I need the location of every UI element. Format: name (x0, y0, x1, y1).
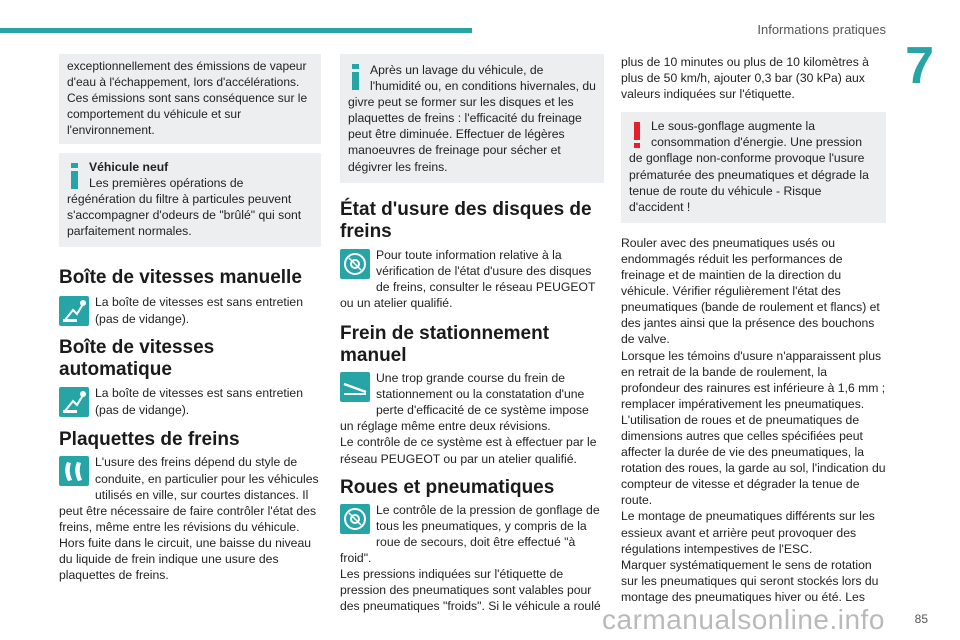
emission-text: exceptionnellement des émissions de vapeur d'eau à l'échappement, lors d'accélérations. Ces émissions sont sans conséquence sur le comportement du véhicule et sur l'environnement. (67, 59, 308, 137)
parking-brake-text: Une trop grande course du frein de stationnement ou la constatation d'une perte d'efficacité de ce système impose un réglage même entre deux révisions. (340, 371, 589, 434)
section-title: Informations pratiques (757, 22, 886, 37)
brake-pads-para (59, 454, 321, 583)
wash-info-text: l'humidité ou, en conditions hivernales, du givre peut se former sur les disques et les plaquettes de freins : l'efficacité du freinage peut être diminuée. Effectuer de légères manoeuvres de freinage pour sécher et dégivrer les freins. (348, 79, 596, 174)
wheel-icon (340, 504, 370, 534)
tyre-para-3: L'utilisation de roues et de pneumatiques de dimensions autres que celles spécifiées peut affecter la durée de vie des pneumatiques, la rotation des roues, la garde au sol, l'indication du compteur de vitesse et dégrader la tenue de route. (621, 412, 886, 508)
brake-pads-heading: Plaquettes de freins (59, 429, 240, 451)
brake-discs-heading: État d'usure des disques de freins (340, 198, 592, 242)
tyre-para-2: Lorsque les témoins d'usure n'apparaissent plus en retrait de la bande de roulement, la profondeur des rainures est inférieure à 1,6 mm ; remplacer impérativement les pneumatiques. (621, 348, 886, 411)
column-2 (340, 54, 604, 614)
chapter-number: 7 (905, 37, 934, 95)
column-3 (621, 54, 886, 605)
column-1 (59, 54, 321, 583)
brake-discs-para (340, 247, 604, 311)
manual-gearbox-para (59, 294, 321, 328)
brake-pad-icon (59, 456, 89, 486)
brake-pads-text: L'usure des freins dépend du style de conduite, en particulier pour les véhicules utilisés en ville, sur courtes distances. Il peut être nécessaire de faire contrôler l'état des freins, même entre les révisions du véhicule. (59, 455, 319, 534)
warning-lead: Le sous-gonflage augmente la (651, 119, 815, 134)
tyre-para-1: Rouler avec des pneumatiques usés ou endommagés réduit les performances de freinage et de maintien de la direction du véhicule. Vérifier régulièrement l'état des pneumatiques (bande de roulement et flancs) et des jantes ainsi que la présence des bouchons de valve. (621, 235, 880, 347)
manual-gearbox-heading: Boîte de vitesses manuelle (59, 267, 302, 289)
emission-note (59, 54, 321, 144)
gearbox-icon (59, 296, 89, 326)
wash-info-lead: Après un lavage du véhicule, de (370, 63, 544, 77)
warning-icon (627, 120, 647, 150)
tyre-para-4: Le montage de pneumatiques différents sur les essieux avant et arrière peut provoquer des régulations intempestives de l'ESC. (621, 509, 875, 556)
tyre-para-5: Marquer systématiquement le sens de rotation sur les pneumatiques qui seront stockés lors du montage des pneumatiques hiver ou été. Les (621, 557, 879, 604)
warning-text: consommation d'énergie. Une pression de gonflage non-conforme provoque l'usure prématurée des pneumatiques et dégrade la tenue de route du véhicule - Risque d'accident ! (629, 135, 869, 214)
info-lead: Les premières opérations de (89, 176, 244, 191)
wash-info (340, 54, 604, 183)
tyres-text: Le contrôle de la pression de gonflage de tous les pneumatiques, y compris de la roue de secours, doit être effectué "à froid". (340, 502, 600, 565)
parking-brake-para (340, 370, 604, 467)
parking-brake-icon (340, 372, 370, 402)
gearbox-icon (59, 387, 89, 417)
new-vehicle-info (59, 153, 321, 247)
tyres-text-2: Les pressions indiquées sur l'étiquette de pression des pneumatiques sont valables pour des pneumatiques "froids". Si le véhicule a roulé (340, 566, 601, 614)
parking-brake-heading: Frein de stationnement manuel (340, 323, 550, 367)
info-title: Véhicule neuf (89, 160, 169, 174)
auto-gearbox-heading: Boîte de vitesses automatique (59, 337, 215, 381)
brake-disc-icon (340, 249, 370, 279)
header-bar (0, 28, 472, 33)
watermark: carmanualsonline.info (602, 604, 885, 635)
info-icon (346, 62, 366, 92)
pressure-intro: plus de 10 minutes ou plus de 10 kilomètres à plus de 50 km/h, ajouter 0,3 bar (30 kPa) aux valeurs indiquées sur l'étiquette. (621, 55, 869, 102)
page-number: 85 (914, 612, 928, 626)
info-text: régénération du filtre à particules peuvent s'accompagner d'odeurs de "brûlé" qui sont parfaitement normales. (67, 192, 302, 239)
auto-gearbox-para (59, 385, 321, 419)
tyres-heading: Roues et pneumatiques (340, 476, 555, 498)
brake-discs-text: Pour toute information relative à la vérification de l'état d'usure des disques de freins, consulter le réseau PEUGEOT ou un atelier qualifié. (340, 247, 596, 310)
under-inflation-warning (621, 112, 886, 223)
manual-gearbox-text: La boîte de vitesses est sans entretien (pas de vidange). (95, 295, 303, 326)
auto-gearbox-text: La boîte de vitesses est sans entretien (pas de vidange). (95, 386, 303, 417)
tyres-para (340, 502, 604, 615)
info-icon (65, 161, 85, 191)
brake-pads-text-2: Hors fuite dans le circuit, une baisse du niveau du liquide de frein indique une usure des plaquettes de freins. (59, 535, 312, 583)
parking-brake-text-2: Le contrôle de ce système est à effectuer par le réseau PEUGEOT ou par un atelier qualifié. (340, 435, 597, 466)
